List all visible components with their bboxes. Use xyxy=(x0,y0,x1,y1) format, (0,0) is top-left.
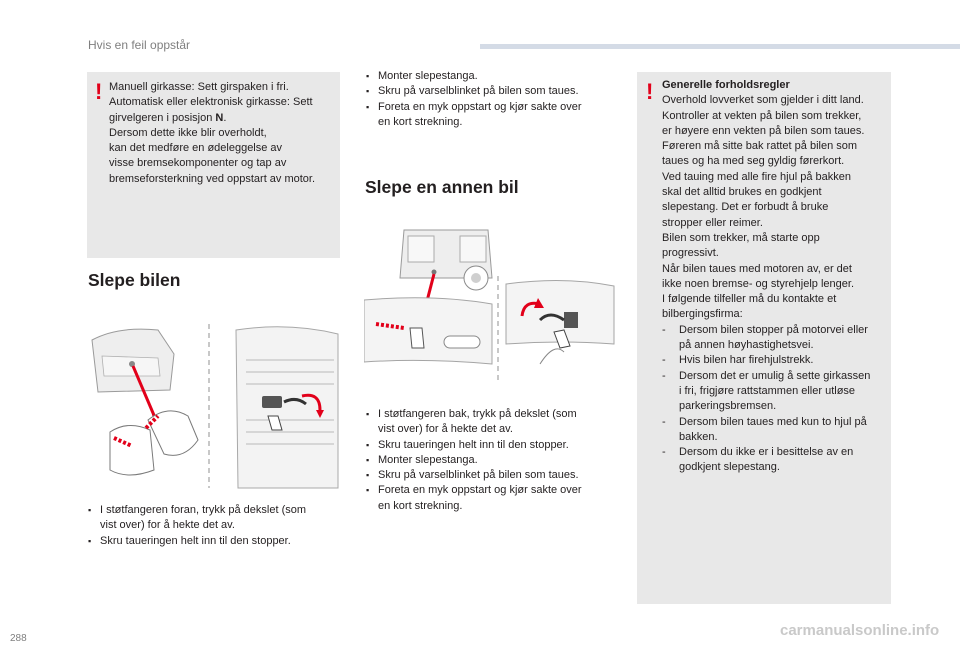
section-title-tow-other: Slepe en annen bil xyxy=(365,177,519,197)
step-item: ▪ Foreta en myk oppstart og kjør sakte over en kort strekning. xyxy=(366,484,582,512)
header-accent-bar xyxy=(480,44,960,49)
page-number: 288 xyxy=(10,633,27,644)
warning-left-line: Dersom dette ikke blir overholdt, xyxy=(109,126,267,139)
case-item: - Dersom det er umulig å sette girkassen i fri, frigjøre rattstammen eller utløse parkeringsbremsen. xyxy=(662,369,871,413)
tow-other-steps xyxy=(366,407,621,514)
case-item: - Dersom du ikke er i besittelse av en godkjent slepestang. xyxy=(662,446,854,474)
case-item: - Hvis bilen har firehjulstrekk. xyxy=(662,354,814,367)
page-header-title: Hvis en feil oppstår xyxy=(88,38,191,52)
warning-left-line: bremseforsterkning ved oppstart av motor. xyxy=(109,172,316,185)
step-item: ▪ I støtfangeren foran, trykk på dekslet (som vist over) for å hekte det av. xyxy=(88,504,307,532)
warning-right-line: taues og ha med seg gyldig førerkort. xyxy=(662,155,845,168)
front-tow-illustration xyxy=(88,320,340,492)
warning-right-line: Ved tauing med alle fire hjul på bakken xyxy=(662,170,851,183)
case-item: - Dersom bilen stopper på motorvei eller på annen høyhastighetsvei. xyxy=(662,323,868,352)
warning-right-line: stropper eller reimer. xyxy=(662,216,763,229)
warning-right-line: Bilen som trekker, må starte opp xyxy=(662,231,820,244)
warning-right-line: skal det alltid brukes en godkjent xyxy=(662,186,822,199)
step-item: ▪ Skru taueringen helt inn til den stopper. xyxy=(88,534,291,547)
warning-right-line: er høyere enn vekten på bilen som taues. xyxy=(662,124,865,137)
warning-right-line: Overhold lovverket som gjelder i ditt land. xyxy=(662,94,864,107)
warning-left-line: visse bremsekomponenter og tap av xyxy=(109,157,287,170)
warning-left-line: girvelgeren i posisjon N. xyxy=(109,111,227,124)
rear-tow-illustration xyxy=(364,224,616,390)
step-item: ▪ Foreta en myk oppstart og kjør sakte over en kort strekning. xyxy=(366,100,582,128)
step-item: ▪ Skru taueringen helt inn til den stopper. xyxy=(366,438,569,451)
warning-left-line: kan det medføre en ødeleggelse av xyxy=(109,142,283,155)
warning-right-text xyxy=(662,78,890,476)
step-item: ▪ Monter slepestanga. xyxy=(366,453,478,466)
step-item: ▪ I støtfangeren bak, trykk på dekslet (som vist over) for å hekte det av. xyxy=(366,408,577,436)
gear-position-n: N xyxy=(215,111,224,124)
warning-right-line: progressivt. xyxy=(662,247,719,260)
case-item: - Dersom bilen taues med kun to hjul på bakken. xyxy=(662,415,867,443)
warning-right-title: Generelle forholdsregler xyxy=(662,79,790,91)
warning-exclamation-icon: ! xyxy=(646,79,654,104)
warning-right-line: Føreren må sitte bak rattet på bilen som xyxy=(662,140,858,153)
warning-left-text xyxy=(109,80,339,187)
warning-exclamation-icon: ! xyxy=(95,79,103,104)
warning-right-line: Kontroller at vekten på bilen som trekker, xyxy=(662,109,862,122)
warning-right-line: Når bilen taues med motoren av, er det xyxy=(662,262,852,275)
warning-left-line: Manuell girkasse: Sett girspaken i fri. xyxy=(109,81,289,93)
section-title-tow-car: Slepe bilen xyxy=(88,270,181,290)
warning-right-line: ikke noen bremse- og styrehjelp lenger. xyxy=(662,277,854,290)
step-item: ▪ Monter slepestanga. xyxy=(366,70,478,82)
warning-right-line: slepestang. Det er forbudt å bruke xyxy=(662,201,829,214)
tow-car-steps xyxy=(88,503,340,549)
middle-top-steps xyxy=(366,69,621,130)
warning-left-line: Automatisk eller elektronisk girkasse: Sett xyxy=(109,96,313,109)
warning-right-line: I følgende tilfeller må du kontakte et xyxy=(662,293,837,306)
step-item: ▪ Skru på varselblinket på bilen som taues. xyxy=(366,85,579,98)
warning-right-line: bilbergingsfirma: xyxy=(662,308,743,321)
step-item: ▪ Skru på varselblinket på bilen som taues. xyxy=(366,469,579,482)
watermark-link[interactable]: carmanualsonline.info xyxy=(780,622,940,639)
